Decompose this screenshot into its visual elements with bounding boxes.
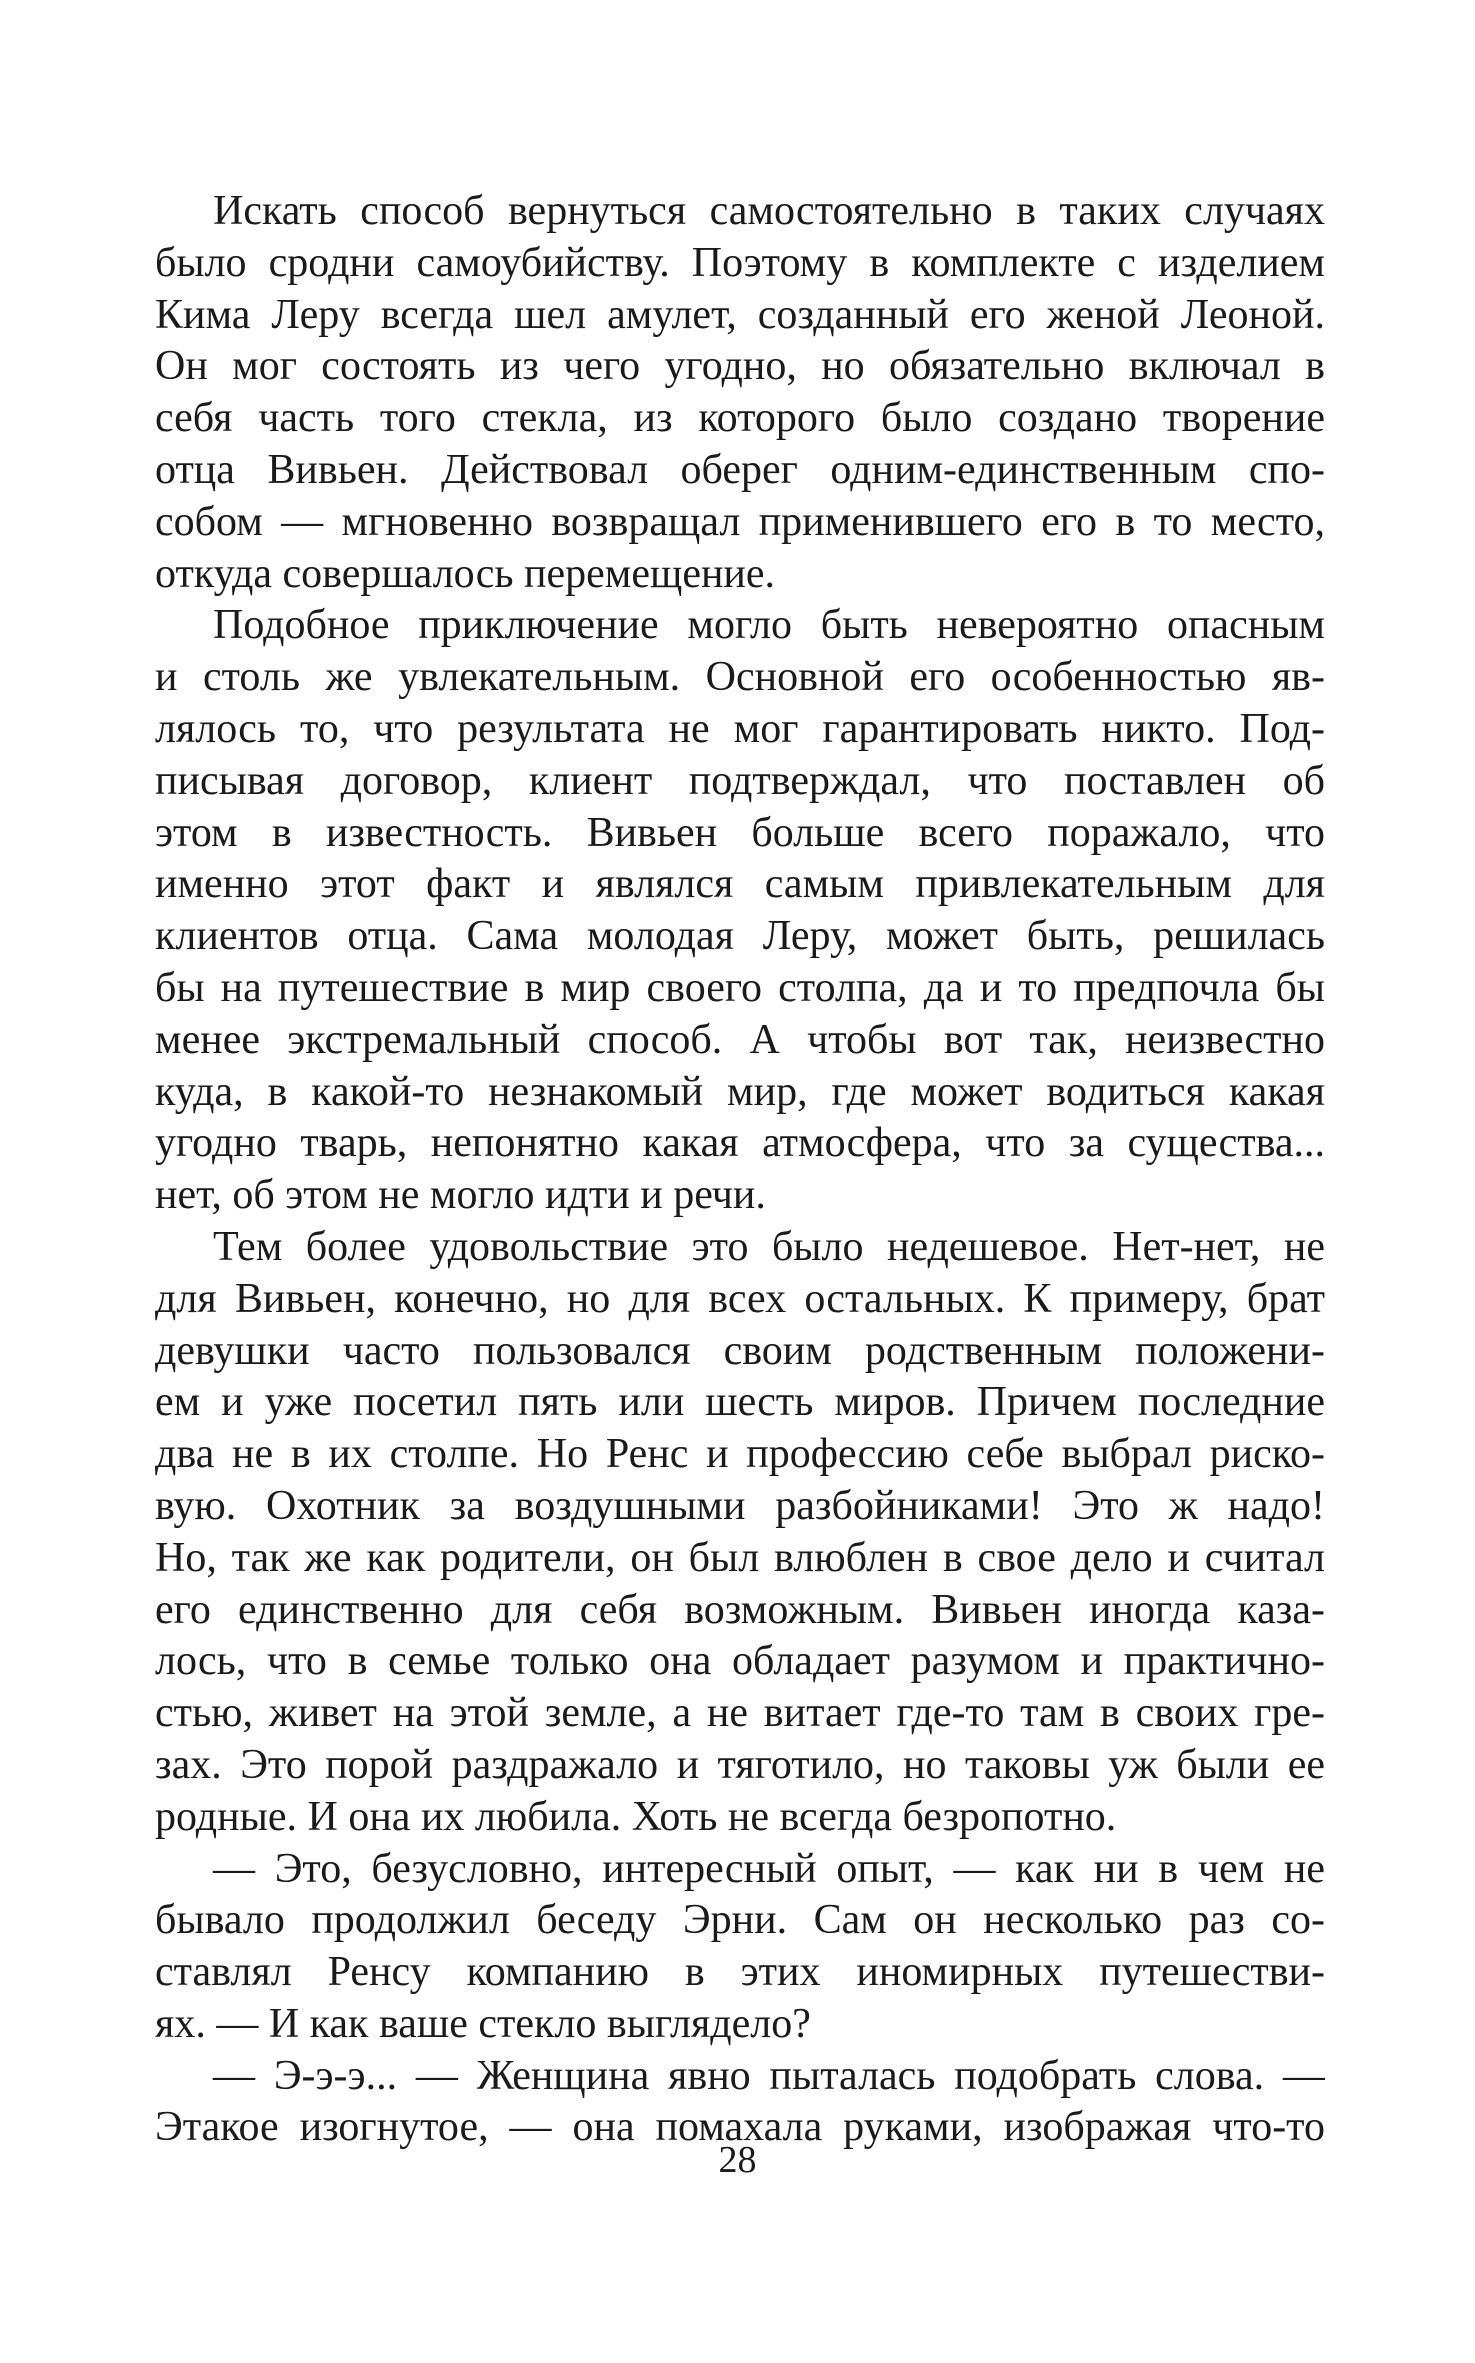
text-line: бы на путешествие в мир своего столпа, да и то предпочла бы (155, 964, 1325, 1011)
text-line: Но, так же как родители, он был влюблен в свое дело и считал (155, 1534, 1325, 1581)
text-line: угодно тварь, непонятно какая атмосфера, что за существа... (155, 1120, 1325, 1167)
page-number: 28 (718, 2139, 757, 2181)
text-line: Тем более удовольствие это было недешевое. Нет-нет, не (213, 1223, 1325, 1270)
text-line: стью, живет на этой земле, а не витает где-то там в своих гре- (155, 1690, 1325, 1737)
text-line: Он мог состоять из чего угодно, но обязательно включал в (155, 343, 1325, 390)
text-line: ях. — И как ваше стекло выглядело? (155, 2000, 811, 2047)
text-line: Подобное приключение могло быть невероятно опасным (213, 602, 1325, 649)
text-line: клиентов отца. Сама молодая Леру, может быть, решилась (155, 913, 1325, 960)
text-line: два не в их столпе. Но Ренс и профессию себе выбрал риско- (155, 1431, 1325, 1478)
text-line: Кима Леру всегда шел амулет, созданный его женой Леоной. (155, 291, 1325, 338)
text-line: — Это, безусловно, интересный опыт, — как ни в чем не (213, 1845, 1325, 1892)
text-line: Искать способ вернуться самостоятельно в таких случаях (213, 188, 1325, 234)
text-line: вую. Охотник за воздушными разбойниками! Это ж надо! (155, 1482, 1325, 1529)
text-line: собом — мгновенно возвращал применившего его в то место, (155, 498, 1325, 545)
text-line: откуда совершалось перемещение. (155, 550, 776, 597)
body-text (155, 186, 1325, 2154)
text-line: для Вивьен, конечно, но для всех остальных. К примеру, брат (155, 1275, 1325, 1322)
text-line: писывая договор, клиент подтверждал, что поставлен об (155, 757, 1325, 804)
text-line: родные. И она их любила. Хоть не всегда безропотно. (155, 1793, 1117, 1840)
text-line: себя часть того стекла, из которого было создано творение (155, 395, 1325, 442)
text-line: и столь же увлекательным. Основной его особенностью яв- (155, 654, 1325, 701)
text-line: лось, что в семье только она обладает разумом и практично- (155, 1638, 1325, 1685)
text-line: девушки часто пользовался своим родственным положени- (155, 1327, 1325, 1374)
text-line: менее экстремальный способ. А чтобы вот так, неизвестно (155, 1016, 1325, 1063)
text-line: именно этот факт и являлся самым привлекательным для (155, 861, 1325, 908)
text-line: куда, в какой-то незнакомый мир, где может водиться какая (155, 1068, 1325, 1115)
text-line: зах. Это порой раздражало и тяготило, но таковы уж были ее (155, 1741, 1325, 1788)
text-line: этом в известность. Вивьен больше всего поражало, что (155, 809, 1325, 856)
text-line: лялось то, что результата не мог гарантировать никто. Под- (155, 705, 1325, 752)
text-line: отца Вивьен. Действовал оберег одним-единственным спо- (155, 446, 1325, 493)
text-line: его единственно для себя возможным. Вивьен иногда каза- (155, 1586, 1325, 1633)
text-line: — Э-э-э... — Женщина явно пыталась подобрать слова. — (213, 2052, 1325, 2099)
text-line: бывало продолжил беседу Эрни. Сам он несколько раз со- (155, 1897, 1325, 1944)
text-line: ставлял Ренсу компанию в этих иномирных путешестви- (155, 1949, 1325, 1996)
text-line: Этакое изогнутое, — она помахала руками, изображая что-то (155, 2104, 1325, 2151)
text-line: было сродни самоубийству. Поэтому в комплекте с изделием (155, 239, 1325, 286)
text-line: нет, об этом не могло идти и речи. (155, 1172, 766, 1219)
text-line: ем и уже посетил пять или шесть миров. Причем последние (155, 1379, 1325, 1426)
